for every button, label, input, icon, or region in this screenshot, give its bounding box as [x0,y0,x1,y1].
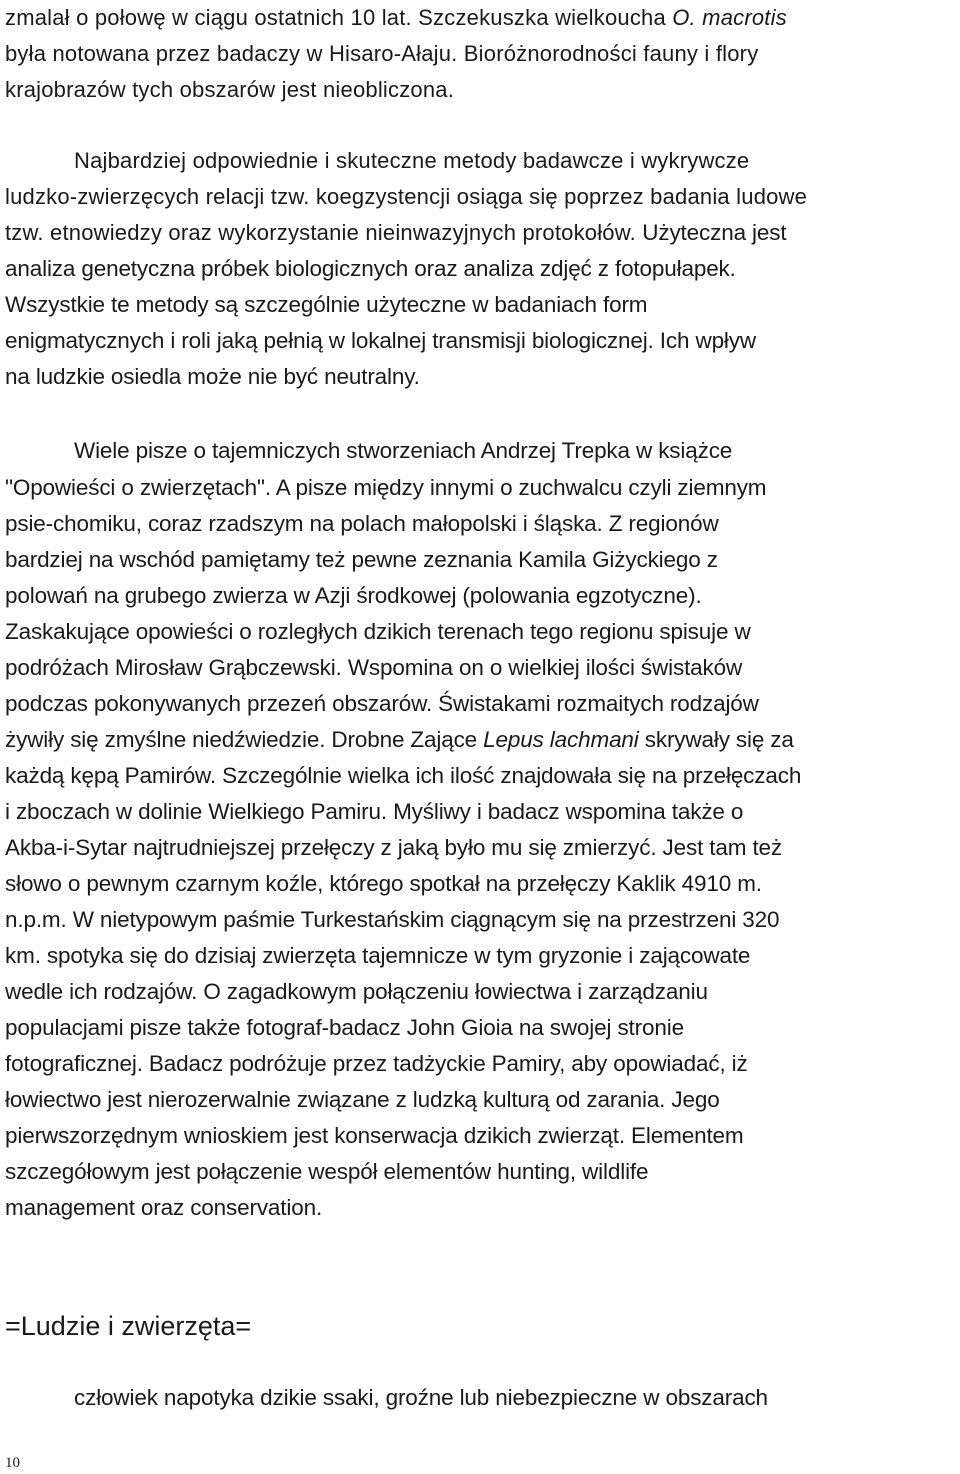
text-line: każdą kępą Pamirów. Szczególnie wielka ich ilość znajdowała się na przełęczach [5,763,802,788]
text-line: ludzko-zwierzęcych relacji tzw. koegzystencji osiąga się poprzez badania ludowe [5,184,808,209]
text-line: Zaskakujące opowieści o rozległych dzikich terenach tego regionu spisuje w [5,619,751,644]
text-line: populacjami pisze także fotograf-badacz John Gioia na swojej stronie [5,1015,684,1040]
text-line: Wszystkie te metody są szczególnie użyteczne w badaniach form [5,292,648,317]
text-line: krajobrazów tych obszarów jest nieobliczona. [5,77,455,102]
text-line: polowań na grubego zwierza w Azji środkowej (polowania egzotyczne). [5,583,702,608]
text-line: słowo o pewnym czarnym koźle, którego spotkał na przełęczy Kaklik 4910 m. [5,871,762,896]
text-line: psie-chomiku, coraz rzadszym na polach małopolski i śląska. Z regionów [5,511,719,536]
text-line: management oraz conservation. [5,1195,323,1220]
text-line: km. spotyka się do dzisiaj zwierzęta tajemnicze w tym gryzonie i zającowate [5,943,751,968]
text-line: tzw. etnowiedzy oraz wykorzystanie nieinwazyjnych protokołów. Użyteczna jest [5,220,787,245]
text-line: bardziej na wschód pamiętamy też pewne zeznania Kamila Giżyckiego z [5,547,718,572]
text-line: n.p.m. W nietypowym paśmie Turkestańskim ciągnącym się na przestrzeni 320 [5,907,780,932]
text-line: była notowana przez badaczy w Hisaro-Ałaju. Bioróżnorodności fauny i flory [5,41,759,66]
text-line: i zboczach w dolinie Wielkiego Pamiru. Myśliwy i badacz wspomina także o [5,799,744,824]
text-line: podróżach Mirosław Grąbczewski. Wspomina on o wielkiej ilości świstaków [5,655,743,680]
species-name: O. macrotis [672,5,787,30]
text-line: fotograficznej. Badacz podróżuje przez tadżyckie Pamiry, aby opowiadać, iż [5,1051,748,1076]
text-line: zmalał o połowę w ciągu ostatnich 10 lat. Szczekuszka wielkoucha O. macrotis [5,5,787,30]
text-line: szczegółowym jest połączenie wespół elementów hunting, wildlife [5,1159,649,1184]
text-line: wedle ich rodzajów. O zagadkowym połączeniu łowiectwa i zarządzaniu [5,979,708,1004]
text-line: żywiły się zmyślne niedźwiedzie. Drobne Zające Lepus lachmani skrywały się za [5,727,794,752]
text-line: "Opowieści o zwierzętach". A pisze między innymi o zuchwalcu czyli ziemnym [5,475,767,500]
page-number: 10 [5,1455,20,1471]
text-line: Wiele pisze o tajemniczych stworzeniach Andrzej Trepka w książce [74,438,733,463]
text-line: Najbardziej odpowiednie i skuteczne metody badawcze i wykrywcze [74,148,750,173]
text-line: człowiek napotyka dzikie ssaki, groźne lub niebezpieczne w obszarach [74,1385,768,1410]
text-line: pierwszorzędnym wnioskiem jest konserwacja dzikich zwierząt. Elementem [5,1123,744,1148]
species-name: Lepus lachmani [483,727,639,752]
text-line: Akba-i-Sytar najtrudniejszej przełęczy z jaką było mu się zmierzyć. Jest tam też [5,835,783,860]
text-line: analiza genetyczna próbek biologicznych oraz analiza zdjęć z fotopułapek. [5,256,736,281]
text-line: łowiectwo jest nierozerwalnie związane z ludzką kulturą od zarania. Jego [5,1087,720,1112]
text-line: podczas pokonywanych przezeń obszarów. Świstakami rozmaitych rodzajów [5,691,759,716]
section-heading: =Ludzie i zwierzęta= [5,1311,252,1341]
text-line: na ludzkie osiedla może nie być neutralny. [5,364,420,389]
text-line: enigmatycznych i roli jaką pełnią w lokalnej transmisji biologicznej. Ich wpływ [5,328,756,353]
